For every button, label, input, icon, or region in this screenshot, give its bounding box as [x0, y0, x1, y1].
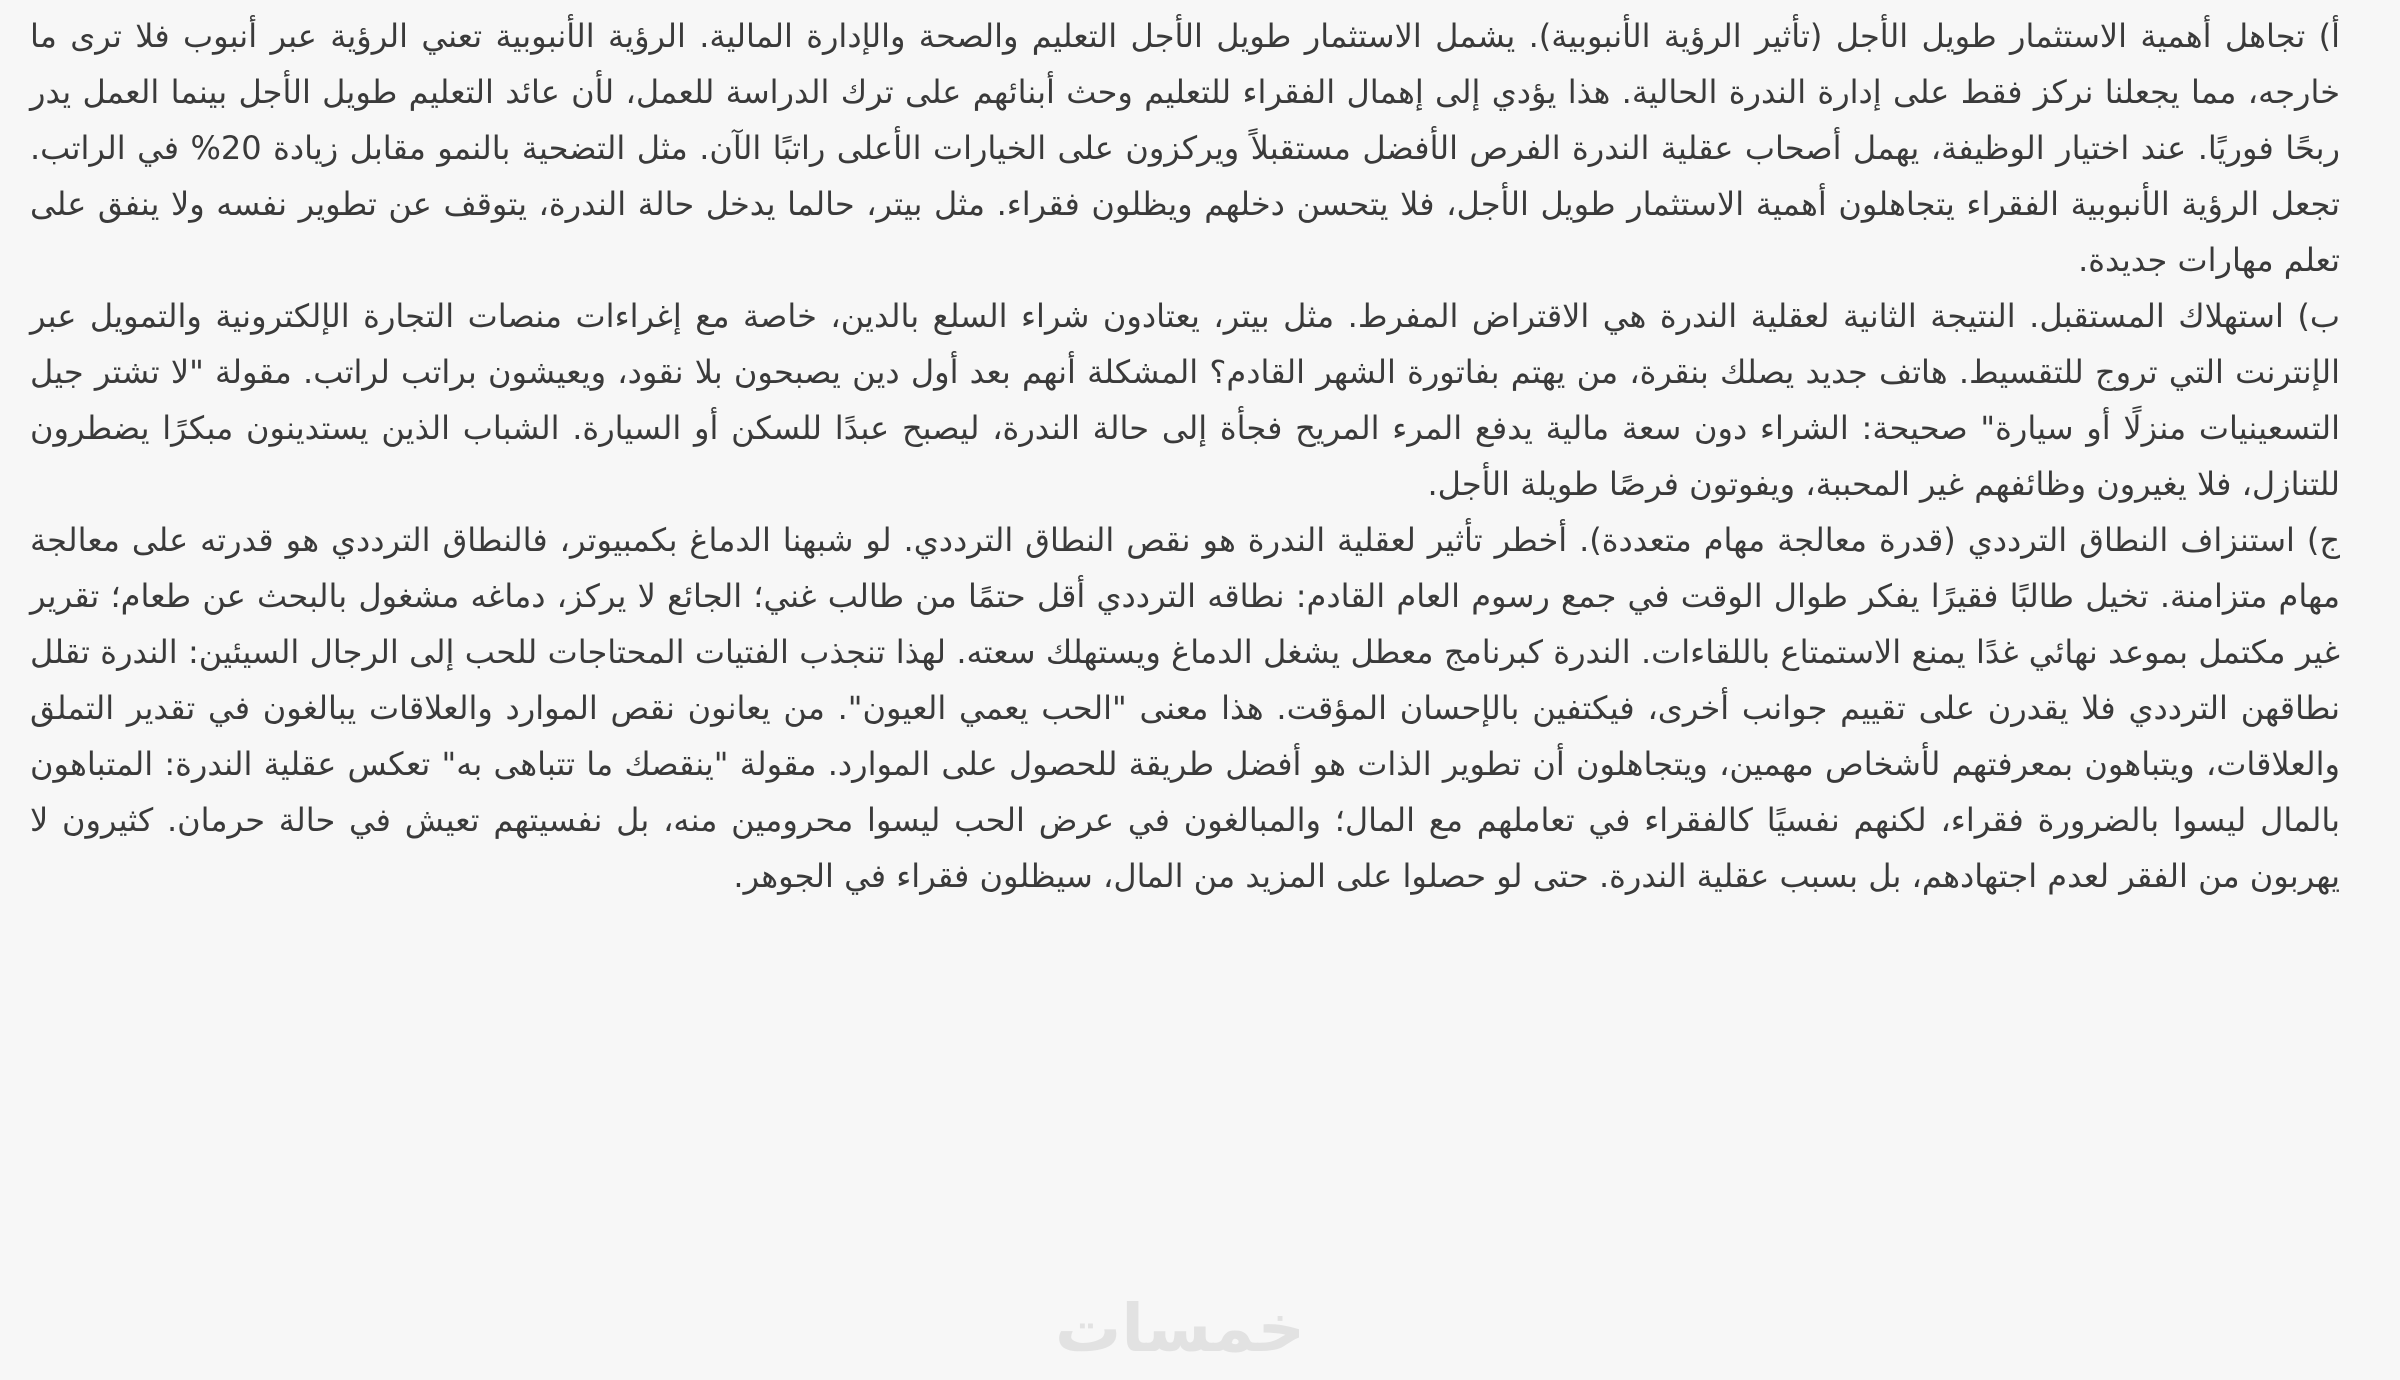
paragraph-a: أ) تجاهل أهمية الاستثمار طويل الأجل (تأثير الرؤية الأنبوبية). يشمل الاستثمار طويل الأجل التعليم والصحة والإدارة المالية. الرؤية الأنبوبية تعني الرؤية عبر أنبوب فلا ترى ما خارجه، مما يجعلنا نركز فقط على إدارة الندرة الحالية. هذا يؤدي إلى إهمال الفقراء للتعليم وحث أبنائهم على ترك الدراسة للعمل، لأن عائد التعليم طويل الأجل بينما العمل يدر ربحًا فوريًا. عند اختيار الوظيفة، يهمل أصحاب عقلية الندرة الفرص الأفضل مستقبلاً ويركزون على الخيارات الأعلى راتبًا الآن. مثل التضحية بالنمو مقابل زيادة 20% في الراتب. تجعل الرؤية الأنبوبية الفقراء يتجاهلون أهمية الاستثمار طويل الأجل، فلا يتحسن دخلهم ويظلون فقراء. مثل بيتر، حالما يدخل حالة الندرة، يتوقف عن تطوير نفسه ولا ينفق على تعلم مهارات جديدة.: [30, 17, 2341, 279]
article-body: [30, 8, 2340, 904]
paragraph-c: ج) استنزاف النطاق الترددي (قدرة معالجة مهام متعددة). أخطر تأثير لعقلية الندرة هو نقص النطاق الترددي. لو شبهنا الدماغ بكمبيوتر، فالنطاق الترددي هو قدرته على معالجة مهام متزامنة. تخيل طالبًا فقيرًا يفكر طوال الوقت في جمع رسوم العام القادم: نطاقه الترددي أقل حتمًا من طالب غني؛ الجائع لا يركز، دماغه مشغول بالبحث عن طعام؛ تقرير غير مكتمل بموعد نهائي غدًا يمنع الاستمتاع باللقاءات. الندرة كبرنامج معطل يشغل الدماغ ويستهلك سعته. لهذا تنجذب الفتيات المحتاجات للحب إلى الرجال السيئين: الندرة تقلل نطاقهن الترددي فلا يقدرن على تقييم جوانب أخرى، فيكتفين بالإحسان المؤقت. هذا معنى "الحب يعمي العيون". من يعانون نقص الموارد والعلاقات يبالغون في تقدير التملق والعلاقات، ويتباهون بمعرفتهم لأشخاص مهمين، ويتجاهلون أن تطوير الذات هو أفضل طريقة للحصول على الموارد. مقولة "ينقصك ما تتباهى به" تعكس عقلية الندرة: المتباهون بالمال ليسوا بالضرورة فقراء، لكنهم نفسيًا كالفقراء في تعاملهم مع المال؛ والمبالغون في عرض الحب ليسوا محرومين منه، بل نفسيتهم تعيش في حالة حرمان. كثيرون لا يهربون من الفقر لعدم اجتهادهم، بل بسبب عقلية الندرة. حتى لو حصلوا على المزيد من المال، سيظلون فقراء في الجوهر.: [30, 521, 2340, 895]
paragraph-b: ب) استهلاك المستقبل. النتيجة الثانية لعقلية الندرة هي الاقتراض المفرط. مثل بيتر، يعتادون شراء السلع بالدين، خاصة مع إغراءات منصات التجارة الإلكترونية والتمويل عبر الإنترنت التي تروج للتقسيط. هاتف جديد يصلك بنقرة، من يهتم بفاتورة الشهر القادم؟ المشكلة أنهم بعد أول دين يصبحون بلا نقود، ويعيشون براتب لراتب. مقولة "لا تشتر جيل التسعينيات منزلًا أو سيارة" صحيحة: الشراء دون سعة مالية يدفع المرء المريح فجأة إلى حالة الندرة، ليصبح عبدًا للسكن أو السيارة. الشباب الذين يستدينون مبكرًا يضطرون للتنازل، فلا يغيرون وظائفهم غير المحببة، ويفوتون فرصًا طويلة الأجل.: [30, 297, 2340, 503]
watermark-logo: خمسات: [1055, 1290, 1306, 1367]
